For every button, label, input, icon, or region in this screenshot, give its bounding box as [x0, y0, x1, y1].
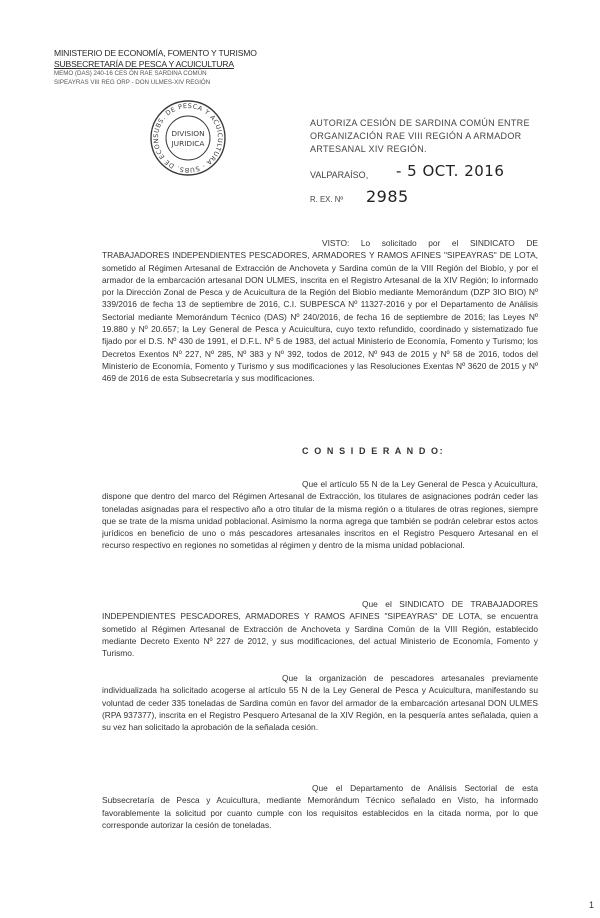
letterhead [54, 48, 294, 87]
handwritten-date: - 5 OCT. 2016 [396, 162, 505, 180]
stamp-seal [148, 98, 228, 178]
stamp-center-top: DIVISION [171, 129, 205, 138]
considerando-paragraph-3: Que la organización de pescadores artesanales previamente individualizada ha solicitado acogerse al artículo 55 N de la Ley General de Pesca y Acuicultura, manifestando su voluntad de ceder 335 toneladas de Sardina común en favor del armador de la embarcación artesanal DON ULMES (RPA 937377), inscrita en el Registro Pesquero Artesanal de la XIV Región, en la pesquería antes señalada, quien a su vez han solicitado la aprobación de la señalada cesión. [102, 673, 538, 733]
place-label: VALPARAÍSO, [310, 170, 369, 180]
rex-label: R. EX. Nº [310, 195, 344, 204]
rex-number: 2985 [366, 187, 409, 206]
page-corner-mark: 1 [588, 900, 594, 910]
division-juridica-stamp [148, 98, 228, 178]
stamp-center-bottom: JURIDICA [171, 139, 205, 148]
memo-subreference: SIPEAYRAS VIII REG ORP - DON ULMES-XIV REGIÓN [54, 78, 211, 86]
ministry-name: MINISTERIO DE ECONOMÍA, FOMENTO Y TURISMO [54, 48, 257, 58]
considerando-paragraph-1: Que el artículo 55 N de la Ley General de Pesca y Acuicultura, dispone que dentro del marco del Régimen Artesanal de Extracción, los titulares de asignaciones podrán ceder las toneladas asignadas para el respectivo año a otro titular de la misma región o a titulares de otras regiones, siempre que se trate de la misma unidad poblacional. Asimismo la norma agrega que también se podrán celebrar estos actos jurídicos en beneficio de uno o más pescadores artesanales inscritos en el Registro Pesquero Artesanal en el recurso respectivo en regiones no sometidas al régimen y dentro de la misma unidad poblacional. [102, 479, 538, 551]
considerando-paragraph-4: Que el Departamento de Análisis Sectorial de esta Subsecretaría de Pesca y Acuicultura, mediante Memorándum Técnico señalado en Visto, ha informado favorablemente la solicitud por cuanto cumple con los requisitos establecidos en la citada norma, por lo que corresponde autorizar la cesión de toneladas. [102, 783, 538, 830]
stamp-ring-text: SUBS. DE PESCA Y ACUICULTURA · SUBS. DE ECON [151, 101, 225, 175]
visto-paragraph: VISTO: Lo solicitado por el SINDICATO DE TRABAJADORES INDEPENDIENTES PESCADORES, ARMADORES Y RAMOS AFINES "SIPEAYRAS" DE LOTA, sometido al Régimen Artesanal de Extracción de Anchoveta y Sardina común de la VIII Región del Biobío, y por el armador de la embarcación artesanal DON ULMES, inscrita en el Registro Artesanal de la XIV Región; lo informado por la Dirección Zonal de Pesca y de Acuicultura de la Región del Biobío mediante Memorándum (DZP 3IO BIO) Nº 339/2016 de fecha 13 de septiembre de 2016, C.I. SUBPESCA Nº 11327-2016 y por el Departamento de Análisis Sectorial mediante Memorándum Técnico (DAS) Nº 240/2016, de fecha 16 de septiembre de 2016; las Leyes Nº 19.880 y Nº 20.657; la Ley General de Pesca y Acuicultura, cuyo texto refundido, coordinado y sistematizado fue fijado por el D.S. Nº 430 de 1991, el D.F.L. Nº 5 de 1983, del actual Ministerio de Economía, Fomento y Turismo; los Decretos Exentos Nº 227, Nº 285, Nº 383 y Nº 392, todos de 2012, Nº 943 de 2015 y Nº 58 de 2016, todos del Ministerio de Economía, Fomento y Turismo y sus modificaciones y las Resoluciones Exentas Nº 3620 de 2015 y Nº 469 de 2016 de esta Subsecretaría y sus modificaciones. [102, 238, 538, 384]
subsecretaria-name: SUBSECRETARÍA DE PESCA Y ACUICULTURA [54, 59, 234, 69]
considerando-paragraph-2: Que el SINDICATO DE TRABAJADORES INDEPENDIENTES PESCADORES, ARMADORES Y RAMOS AFINES "SIPEAYRAS" DE LOTA, se encuentra sometido al Régimen Artesanal de Extracción de Anchoveta y Sardina Común de la VIII Región, establecido mediante Decreto Exento Nº 227 de 2012, y sus modificaciones, del actual Ministerio de Economía, Fomento y Turismo. [102, 599, 538, 659]
resolution-summary: AUTORIZA CESIÓN DE SARDINA COMÚN ENTRE ORGANIZACIÓN RAE VIII REGIÓN A ARMADOR ARTESANAL XIV REGIÓN. [310, 118, 530, 154]
memo-reference: MEMO (DAS) 240-16 CES ÓN RAE SARDINA COMÚN [54, 70, 207, 77]
considerando-heading: C O N S I D E R A N D O: [302, 446, 445, 456]
